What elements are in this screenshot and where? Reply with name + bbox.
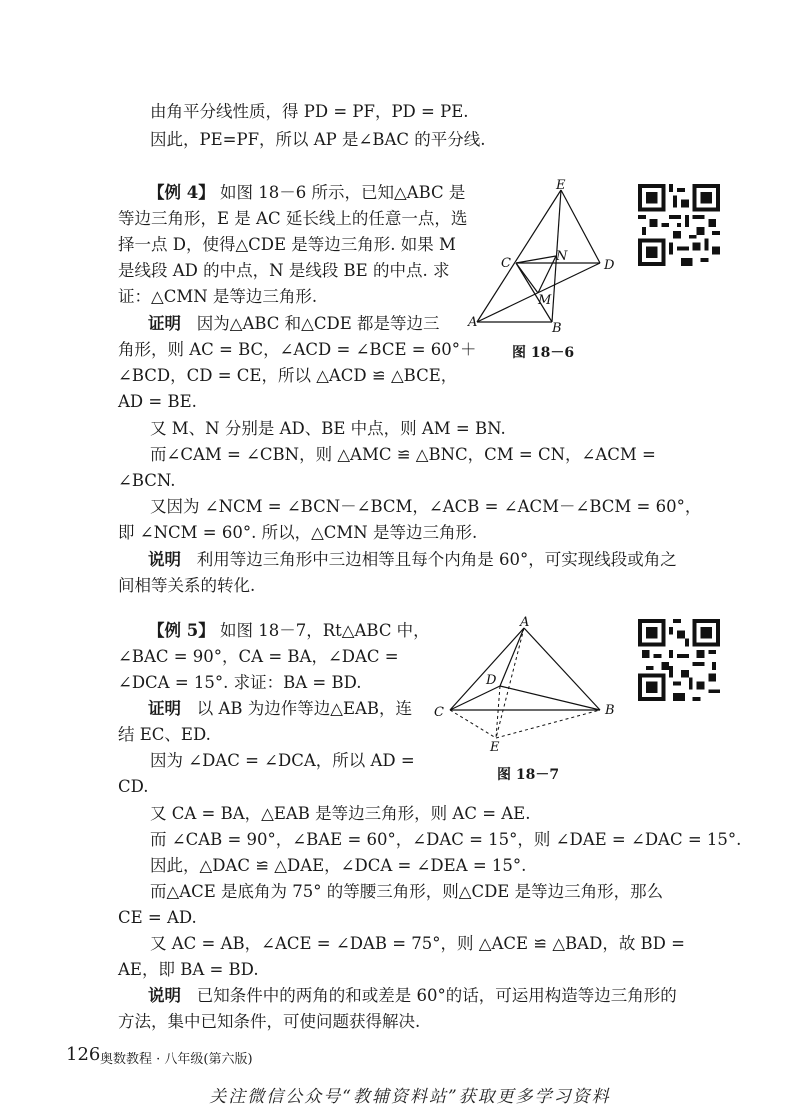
text-line: 因为△ABC 和△CDE 都是等边三 [196, 314, 440, 333]
point-label: B [605, 703, 615, 718]
text-line: 而 ∠CAB = 90°，∠BAE = 60°，∠DAC = 15°，则 ∠DAE = ∠DAC = 15°. [150, 830, 742, 849]
text-line: 如图 18－7，Rt△ABC 中， [219, 621, 430, 640]
text-line: 是线段 AD 的中点，N 是线段 BE 的中点. 求 [118, 261, 450, 280]
figure-caption: 图 18－7 [497, 767, 560, 783]
text-line: 方法，集中已知条件，可使问题获得解决. [118, 1012, 421, 1031]
point-label: E [490, 740, 500, 755]
text-line: CE = AD. [118, 908, 197, 927]
text-line: 如图 18－6 所示，已知△ABC 是 [219, 183, 466, 202]
proof-label: 证明 [148, 699, 181, 718]
point-label: E [556, 178, 566, 193]
figure-18-6 [466, 176, 636, 341]
text-line: 间相等关系的转化. [118, 576, 256, 595]
point-label: D [486, 673, 497, 688]
text-line: 角形，则 AC = BC，∠ACD = ∠BCE = 60°＋ [118, 340, 477, 359]
text-line: 以 AB 为边作等边△EAB，连 [196, 699, 413, 718]
point-label: A [468, 315, 478, 330]
example-4-label: 【例 4】 [148, 183, 215, 202]
point-label: N [556, 249, 568, 264]
point-label: B [552, 321, 562, 336]
text-line: AD = BE. [118, 392, 197, 411]
text-line: CD. [118, 777, 149, 796]
figure-18-7 [430, 614, 630, 754]
proof-first-line [148, 311, 440, 337]
proof-first-line [148, 696, 412, 722]
text-line: 而∠CAM = ∠CBN，则 △AMC ≌ △BNC，CM = CN，∠ACM = [150, 445, 656, 464]
text-line: 又 CA = BA，△EAB 是等边三角形，则 AC = AE. [150, 804, 531, 823]
text-line: ∠BCD，CD = CE，所以 △ACD ≌ △BCE， [118, 366, 458, 385]
text-line: 又 AC = AB，∠ACE = ∠DAB = 75°，则 △ACE ≌ △BAD，故 BD = [150, 934, 685, 953]
qr-code-icon [638, 184, 720, 266]
text-line: ∠DCA = 15°. 求证：BA = BD. [118, 673, 362, 692]
text-line: 证：△CMN 是等边三角形. [118, 287, 318, 306]
proof-label: 证明 [148, 314, 181, 333]
note-first-line [148, 547, 677, 573]
text-line: 已知条件中的两角的和或差是 60°的话，可运用构造等边三角形的 [196, 986, 677, 1005]
text-line: 又 M、N 分别是 AD、BE 中点，则 AM = BN. [150, 419, 506, 438]
point-label: C [434, 705, 444, 720]
example-4-first-line [148, 180, 465, 206]
text-line: 利用等边三角形中三边相等且每个内角是 60°，可实现线段或角之 [196, 550, 677, 569]
text-line: 因此，△DAC ≌ △DAE，∠DCA = ∠DEA = 15°. [150, 856, 527, 875]
text-line: 由角平分线性质，得 PD = PF，PD = PE. [150, 102, 469, 121]
point-label: M [538, 293, 552, 308]
text-line: ∠BCN. [118, 471, 176, 490]
note-label: 说明 [148, 986, 181, 1005]
example-5-first-line [148, 618, 430, 644]
example-5-label: 【例 5】 [148, 621, 215, 640]
text-line: 而△ACE 是底角为 75° 的等腰三角形，则△CDE 是等边三角形，那么 [150, 882, 664, 901]
note-label: 说明 [148, 550, 181, 569]
text-line: AE，即 BA = BD. [118, 960, 259, 979]
book-title: 奥数教程 · 八年级(第六版) [100, 1052, 253, 1067]
text-line: 择一点 D，使得△CDE 是等边三角形. 如果 M [118, 235, 456, 254]
qr-code-icon [638, 619, 720, 701]
note-first-line [148, 983, 677, 1009]
point-label: A [520, 615, 530, 630]
text-line: ∠BAC = 90°，CA = BA，∠DAC = [118, 647, 399, 666]
text-line: 因为 ∠DAC = ∠DCA，所以 AD = [150, 751, 415, 770]
text-line: 等边三角形，E 是 AC 延长线上的任意一点，选 [118, 209, 468, 228]
figure-caption: 图 18－6 [512, 345, 575, 361]
text-line: 因此，PE=PF，所以 AP 是∠BAC 的平分线. [150, 130, 486, 149]
watermark-text: 关注微信公众号“教辅资料站”获取更多学习资料 [209, 1087, 611, 1107]
point-label: D [604, 258, 615, 273]
page-number: 126 [66, 1044, 101, 1065]
text-line: 即 ∠NCM = 60°. 所以，△CMN 是等边三角形. [118, 523, 478, 542]
text-line: 结 EC、ED. [118, 725, 211, 744]
text-line: 又因为 ∠NCM = ∠BCN－∠BCM，∠ACB = ∠ACM－∠BCM = 60°， [150, 497, 702, 516]
point-label: C [501, 256, 511, 271]
